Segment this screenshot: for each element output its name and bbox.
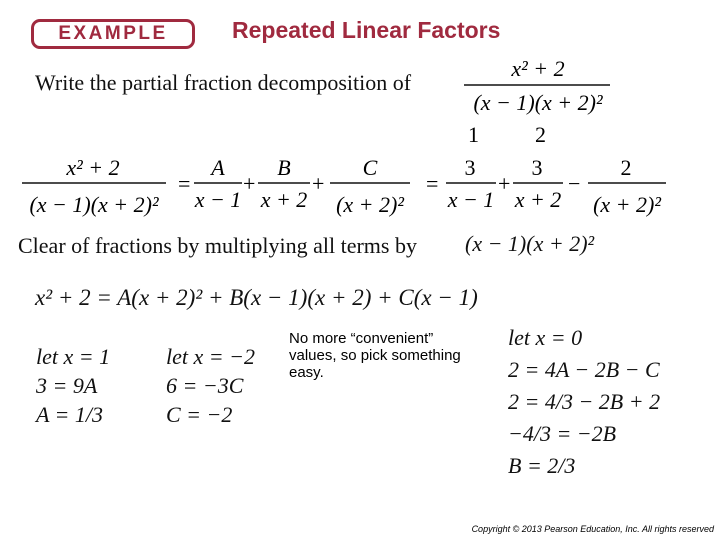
convenient-values-note: No more “convenient” values, so pick something easy. xyxy=(289,330,461,381)
result-c-numerator: 2 xyxy=(620,155,632,180)
solve-x-0-line: 2 = 4A − 2B − C xyxy=(508,357,660,382)
slide-title: Repeated Linear Factors xyxy=(232,17,501,43)
plus-sign: + xyxy=(498,171,511,196)
problem-fraction xyxy=(458,54,618,150)
term-c-denominator: (x + 2)² xyxy=(336,192,404,217)
solve-x-minus-2-line: 6 = −3C xyxy=(166,373,244,398)
solve-x-minus-2-line: C = −2 xyxy=(166,402,233,427)
term-a-denominator: x − 1 xyxy=(194,187,242,212)
clear-factor: (x − 1)(x + 2)² xyxy=(465,231,595,256)
result-b-denominator: x + 2 xyxy=(514,187,562,212)
plus-sign: + xyxy=(243,171,256,196)
solve-x-0-line: 2 = 4/3 − 2B + 2 xyxy=(508,389,661,414)
example-badge: EXAMPLE xyxy=(31,19,195,49)
solve-x-0 xyxy=(508,322,660,482)
cleared-equation: x² + 2 = A(x + 2)² + B(x − 1)(x + 2) + C(x − 1) xyxy=(35,285,478,310)
result-c-denominator: (x + 2)² xyxy=(593,192,661,217)
lhs-denominator: (x − 1)(x + 2)² xyxy=(29,192,159,217)
trial-value-2: 2 xyxy=(535,122,546,147)
solve-x-0-line: B = 2/3 xyxy=(508,453,576,478)
result-a-numerator: 3 xyxy=(464,155,476,180)
lhs-numerator: x² + 2 xyxy=(66,155,120,180)
solve-x-0-line: −4/3 = −2B xyxy=(508,421,617,446)
solve-x-minus-2-line: let x = −2 xyxy=(166,344,255,369)
plus-sign: + xyxy=(312,171,325,196)
solve-x-0-line: let x = 0 xyxy=(508,325,583,350)
problem-fraction-numerator: x² + 2 xyxy=(511,56,565,81)
clear-statement: Clear of fractions by multiplying all terms by xyxy=(18,233,417,258)
solve-x-1-line: A = 1/3 xyxy=(36,402,103,427)
solve-x-1-line: 3 = 9A xyxy=(36,373,98,398)
solve-x-1-line: let x = 1 xyxy=(36,344,111,369)
term-a-numerator: A xyxy=(211,155,225,180)
equals-sign: = xyxy=(178,171,191,196)
result-b-numerator: 3 xyxy=(531,155,543,180)
term-b-numerator: B xyxy=(277,155,291,180)
problem-statement: Write the partial fraction decomposition of xyxy=(35,70,412,95)
equals-sign: = xyxy=(426,171,439,196)
problem-fraction-denominator: (x − 1)(x + 2)² xyxy=(473,90,603,115)
trial-value-1: 1 xyxy=(468,122,479,147)
term-b-denominator: x + 2 xyxy=(260,187,308,212)
term-c-numerator: C xyxy=(362,155,378,180)
minus-sign: − xyxy=(568,171,581,196)
solve-x-1 xyxy=(36,342,110,429)
solve-x-minus-2 xyxy=(166,342,255,429)
decomposition-equation xyxy=(18,150,708,230)
copyright-notice: Copyright © 2013 Pearson Education, Inc. All rights reserved xyxy=(471,524,714,534)
result-a-denominator: x − 1 xyxy=(447,187,495,212)
